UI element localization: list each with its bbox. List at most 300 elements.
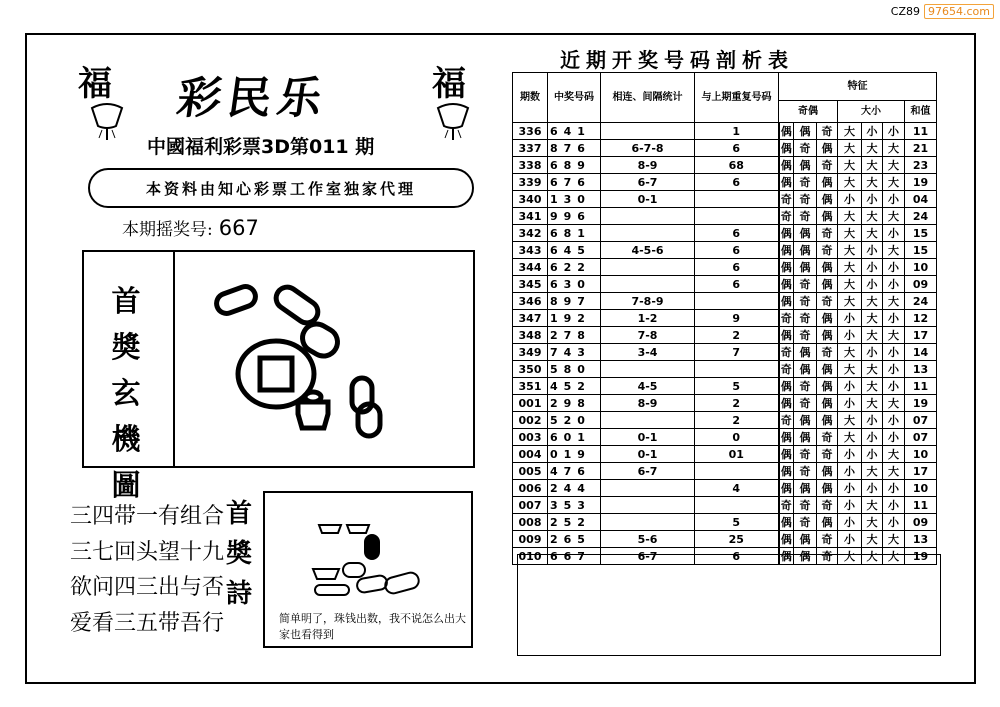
cell-parity: 奇 — [794, 310, 817, 327]
table-row — [513, 276, 937, 293]
cell-sum: 13 — [905, 531, 937, 548]
cell-parity: 偶 — [794, 259, 817, 276]
cell-size: 小 — [838, 310, 862, 327]
cell-numbers: 630 — [548, 276, 601, 293]
table-row — [513, 463, 937, 480]
cell-parity: 奇 — [817, 548, 838, 565]
table-row — [513, 497, 937, 514]
cell-sum: 24 — [905, 208, 937, 225]
bowl-knob — [305, 392, 321, 402]
cell-parity: 偶 — [794, 429, 817, 446]
cell-parity: 奇 — [794, 191, 817, 208]
cell-parity: 奇 — [817, 293, 838, 310]
draw-number-line — [122, 215, 259, 240]
cell-parity: 奇 — [817, 225, 838, 242]
cell-repeat: 4 — [695, 480, 779, 497]
poem-title — [222, 494, 256, 614]
cell-parity: 偶 — [779, 395, 794, 412]
cell-repeat — [695, 191, 779, 208]
cell-size: 小 — [883, 361, 905, 378]
cell-size: 小 — [862, 344, 883, 361]
cell-repeat — [695, 463, 779, 480]
cell-repeat: 5 — [695, 514, 779, 531]
cell-size: 大 — [838, 361, 862, 378]
cell-period: 349 — [513, 344, 548, 361]
cell-numbers: 676 — [548, 174, 601, 191]
cell-consecutive: 3-4 — [601, 344, 695, 361]
coin-shape — [214, 284, 258, 316]
cell-parity: 偶 — [817, 276, 838, 293]
cell-sum: 12 — [905, 310, 937, 327]
poem-line: 三七回头望十九 — [70, 538, 225, 564]
cell-size: 小 — [838, 327, 862, 344]
cell-period: 336 — [513, 123, 548, 140]
cell-parity: 偶 — [779, 293, 794, 310]
cell-size: 小 — [862, 242, 883, 259]
cell-size: 小 — [838, 514, 862, 531]
cell-parity: 奇 — [779, 344, 794, 361]
cell-period: 005 — [513, 463, 548, 480]
cell-parity: 奇 — [794, 395, 817, 412]
poem-title-char: 詩 — [225, 579, 252, 609]
cell-period: 341 — [513, 208, 548, 225]
cell-sum: 17 — [905, 463, 937, 480]
cell-parity: 偶 — [817, 140, 838, 157]
cell-consecutive: 7-8-9 — [601, 293, 695, 310]
cell-numbers: 689 — [548, 157, 601, 174]
cell-size: 大 — [838, 293, 862, 310]
cell-numbers: 265 — [548, 531, 601, 548]
cell-repeat: 6 — [695, 242, 779, 259]
cell-repeat: 01 — [695, 446, 779, 463]
cell-numbers: 520 — [548, 412, 601, 429]
cell-repeat: 68 — [695, 157, 779, 174]
cell-parity: 偶 — [817, 412, 838, 429]
puzzle-label-char: 玄 — [111, 376, 141, 410]
cell-sum: 23 — [905, 157, 937, 174]
table-row — [513, 514, 937, 531]
cell-repeat: 0 — [695, 429, 779, 446]
cell-parity: 奇 — [817, 497, 838, 514]
cell-parity: 偶 — [779, 548, 794, 565]
cell-size: 小 — [883, 514, 905, 531]
cell-parity: 偶 — [779, 480, 794, 497]
cell-sum: 17 — [905, 327, 937, 344]
cell-parity: 偶 — [779, 463, 794, 480]
cell-parity: 奇 — [794, 293, 817, 310]
cell-sum: 19 — [905, 395, 937, 412]
table-row — [513, 446, 937, 463]
cell-size: 大 — [838, 548, 862, 565]
cell-size: 小 — [883, 259, 905, 276]
cell-parity: 奇 — [817, 157, 838, 174]
cell-repeat — [695, 497, 779, 514]
cell-parity: 偶 — [779, 174, 794, 191]
cell-period: 340 — [513, 191, 548, 208]
cell-size: 大 — [862, 548, 883, 565]
cell-parity: 奇 — [794, 208, 817, 225]
cell-size: 小 — [862, 276, 883, 293]
cell-numbers: 130 — [548, 191, 601, 208]
table-row — [513, 310, 937, 327]
ingot-shape — [347, 525, 369, 533]
puzzle-label-char: 首 — [111, 284, 141, 318]
table-row — [513, 225, 937, 242]
watermark-site[interactable]: 97654.com — [924, 4, 994, 19]
poem-line: 欲问四三出与否 — [70, 574, 225, 599]
cell-size: 小 — [838, 480, 862, 497]
cell-numbers: 622 — [548, 259, 601, 276]
cell-size: 小 — [883, 310, 905, 327]
cell-size: 小 — [838, 446, 862, 463]
cell-size: 大 — [862, 361, 883, 378]
cell-repeat: 6 — [695, 174, 779, 191]
cell-consecutive: 8-9 — [601, 395, 695, 412]
cell-size: 大 — [862, 395, 883, 412]
cell-numbers: 743 — [548, 344, 601, 361]
cell-size: 小 — [862, 259, 883, 276]
cell-size: 大 — [838, 123, 862, 140]
cell-size: 小 — [883, 378, 905, 395]
cell-sum: 10 — [905, 446, 937, 463]
cell-parity: 偶 — [817, 208, 838, 225]
cell-parity: 奇 — [817, 242, 838, 259]
table-row — [513, 208, 937, 225]
cell-consecutive: 1-2 — [601, 310, 695, 327]
hint-drawing — [305, 513, 435, 608]
cell-period: 347 — [513, 310, 548, 327]
cell-consecutive — [601, 123, 695, 140]
cell-size: 大 — [883, 140, 905, 157]
cell-size: 小 — [883, 123, 905, 140]
cell-parity: 偶 — [794, 480, 817, 497]
cell-size: 大 — [862, 497, 883, 514]
cell-period: 004 — [513, 446, 548, 463]
cell-repeat — [695, 208, 779, 225]
cell-parity: 奇 — [794, 446, 817, 463]
table-row — [513, 429, 937, 446]
coin-shape — [365, 535, 379, 559]
results-table — [512, 72, 937, 565]
cell-sum: 04 — [905, 191, 937, 208]
cell-parity: 偶 — [817, 480, 838, 497]
cell-repeat: 6 — [695, 140, 779, 157]
cell-sum: 14 — [905, 344, 937, 361]
cell-size: 小 — [862, 480, 883, 497]
cell-size: 小 — [883, 225, 905, 242]
cell-parity: 奇 — [779, 191, 794, 208]
cell-repeat: 2 — [695, 395, 779, 412]
cell-consecutive: 6-7-8 — [601, 140, 695, 157]
watermark — [891, 4, 994, 19]
results-rows — [513, 123, 937, 565]
cell-sum: 07 — [905, 429, 937, 446]
fu-right-character: 福 — [432, 64, 466, 104]
cell-parity: 奇 — [779, 497, 794, 514]
puzzle-drawing — [174, 252, 472, 466]
cell-period: 010 — [513, 548, 548, 565]
table-row — [513, 361, 937, 378]
cell-numbers: 876 — [548, 140, 601, 157]
cell-period: 002 — [513, 412, 548, 429]
agent-banner — [88, 168, 474, 208]
cell-period: 338 — [513, 157, 548, 174]
cell-parity: 偶 — [817, 327, 838, 344]
cell-size: 大 — [838, 259, 862, 276]
cell-size: 大 — [883, 174, 905, 191]
cell-size: 大 — [883, 208, 905, 225]
cell-period: 337 — [513, 140, 548, 157]
cell-size: 小 — [838, 531, 862, 548]
table-row — [513, 327, 937, 344]
cell-numbers: 641 — [548, 123, 601, 140]
cell-period: 339 — [513, 174, 548, 191]
cell-sum: 15 — [905, 242, 937, 259]
cell-parity: 偶 — [817, 463, 838, 480]
cell-parity: 奇 — [794, 514, 817, 531]
cell-numbers: 252 — [548, 514, 601, 531]
cell-size: 大 — [862, 327, 883, 344]
cell-parity: 偶 — [817, 378, 838, 395]
coin-square — [260, 358, 292, 390]
cell-consecutive: 0-1 — [601, 429, 695, 446]
cell-consecutive — [601, 276, 695, 293]
cell-period: 351 — [513, 378, 548, 395]
cell-consecutive — [601, 412, 695, 429]
cell-size: 小 — [838, 497, 862, 514]
cell-period: 003 — [513, 429, 548, 446]
cell-parity: 偶 — [817, 514, 838, 531]
cell-period: 009 — [513, 531, 548, 548]
cell-consecutive — [601, 497, 695, 514]
cell-parity: 偶 — [779, 514, 794, 531]
cell-repeat: 6 — [695, 225, 779, 242]
cell-repeat: 5 — [695, 378, 779, 395]
cell-consecutive: 7-8 — [601, 327, 695, 344]
cell-parity: 偶 — [817, 395, 838, 412]
cell-consecutive: 4-5-6 — [601, 242, 695, 259]
cell-consecutive: 0-1 — [601, 191, 695, 208]
cell-parity: 偶 — [779, 242, 794, 259]
cell-consecutive: 6-7 — [601, 174, 695, 191]
coin-shape — [384, 571, 421, 595]
ingot-shape — [319, 525, 341, 533]
cell-consecutive — [601, 259, 695, 276]
lantern-left-icon — [82, 100, 132, 140]
cell-parity: 偶 — [794, 548, 817, 565]
cell-parity: 偶 — [779, 276, 794, 293]
poem-title-char: 奬 — [225, 539, 252, 569]
puzzle-label — [96, 278, 156, 508]
table-row — [513, 140, 937, 157]
cell-size: 大 — [838, 140, 862, 157]
table-row — [513, 191, 937, 208]
cell-size: 大 — [838, 174, 862, 191]
cell-numbers: 244 — [548, 480, 601, 497]
cell-sum: 19 — [905, 548, 937, 565]
cell-consecutive — [601, 208, 695, 225]
cell-size: 大 — [862, 208, 883, 225]
cell-sum: 07 — [905, 412, 937, 429]
cell-consecutive — [601, 480, 695, 497]
cell-size: 大 — [862, 463, 883, 480]
cell-size: 小 — [883, 497, 905, 514]
cell-consecutive: 6-7 — [601, 548, 695, 565]
cell-size: 小 — [862, 446, 883, 463]
cell-parity: 奇 — [794, 463, 817, 480]
cell-size: 大 — [838, 429, 862, 446]
cell-size: 大 — [883, 548, 905, 565]
cell-numbers: 298 — [548, 395, 601, 412]
coin-shape — [315, 585, 349, 595]
cell-consecutive: 4-5 — [601, 378, 695, 395]
header-size: 大小 — [838, 101, 905, 123]
cell-period: 350 — [513, 361, 548, 378]
table-row — [513, 378, 937, 395]
cell-consecutive — [601, 361, 695, 378]
cell-sum: 11 — [905, 497, 937, 514]
cell-size: 大 — [883, 242, 905, 259]
cell-parity: 偶 — [779, 446, 794, 463]
cell-parity: 奇 — [817, 429, 838, 446]
cell-size: 大 — [838, 276, 862, 293]
cell-parity: 偶 — [794, 531, 817, 548]
cell-numbers: 278 — [548, 327, 601, 344]
cell-parity: 奇 — [794, 497, 817, 514]
puzzle-label-char: 奬 — [111, 330, 141, 364]
cell-size: 小 — [838, 378, 862, 395]
table-row — [513, 123, 937, 140]
cell-period: 342 — [513, 225, 548, 242]
cell-size: 大 — [838, 242, 862, 259]
cell-repeat: 9 — [695, 310, 779, 327]
cell-parity: 奇 — [794, 378, 817, 395]
cell-repeat: 7 — [695, 344, 779, 361]
table-row — [513, 395, 937, 412]
bowl-shape — [298, 402, 328, 428]
coin-shape — [343, 563, 365, 577]
cell-parity: 偶 — [794, 242, 817, 259]
cell-sum: 21 — [905, 140, 937, 157]
cell-period: 006 — [513, 480, 548, 497]
poem-line: 爱看三五带吾行 — [70, 609, 225, 635]
cell-sum: 24 — [905, 293, 937, 310]
cell-parity: 奇 — [794, 174, 817, 191]
puzzle-label-char: 圖 — [111, 468, 141, 502]
poem-title-char: 首 — [225, 499, 252, 529]
cell-size: 小 — [883, 344, 905, 361]
cell-numbers: 019 — [548, 446, 601, 463]
cell-sum: 10 — [905, 259, 937, 276]
cell-parity: 偶 — [794, 344, 817, 361]
cell-repeat — [695, 361, 779, 378]
header-repeat: 与上期重复号码 — [695, 73, 779, 123]
agent-banner-text: 本资料由知心彩票工作室独家代理 — [145, 179, 416, 198]
cell-parity: 奇 — [817, 531, 838, 548]
table-row — [513, 412, 937, 429]
cell-parity: 奇 — [817, 446, 838, 463]
cell-consecutive: 0-1 — [601, 446, 695, 463]
page-title: 彩民乐 — [173, 73, 331, 124]
cell-size: 大 — [862, 293, 883, 310]
cell-parity: 偶 — [794, 123, 817, 140]
hint-note: 简单明了，珠钱出数，我不说怎么出大家也看得到 — [279, 612, 466, 641]
cell-parity: 偶 — [817, 310, 838, 327]
table-row — [513, 531, 937, 548]
cell-size: 大 — [838, 344, 862, 361]
header-period: 期数 — [513, 73, 548, 123]
cell-parity: 偶 — [817, 191, 838, 208]
cell-sum: 09 — [905, 514, 937, 531]
cell-size: 小 — [883, 276, 905, 293]
cell-size: 大 — [838, 208, 862, 225]
cell-size: 小 — [883, 429, 905, 446]
ingot-shape — [313, 569, 339, 579]
watermark-code: CZ89 — [890, 5, 921, 18]
cell-period: 007 — [513, 497, 548, 514]
cell-size: 大 — [862, 531, 883, 548]
cell-size: 小 — [883, 480, 905, 497]
cell-period: 345 — [513, 276, 548, 293]
cell-repeat: 2 — [695, 327, 779, 344]
cell-parity: 偶 — [779, 123, 794, 140]
cell-size: 大 — [838, 412, 862, 429]
cell-parity: 偶 — [779, 259, 794, 276]
cell-size: 大 — [862, 310, 883, 327]
cell-consecutive: 8-9 — [601, 157, 695, 174]
cell-numbers: 681 — [548, 225, 601, 242]
table-title: 近期开奖号码剖析表 — [560, 48, 794, 72]
cell-period: 343 — [513, 242, 548, 259]
table-row — [513, 480, 937, 497]
cell-period: 001 — [513, 395, 548, 412]
cell-size: 小 — [862, 429, 883, 446]
cell-sum: 11 — [905, 378, 937, 395]
cell-period: 348 — [513, 327, 548, 344]
poem-block — [70, 498, 224, 640]
cell-parity: 奇 — [794, 140, 817, 157]
cell-repeat: 6 — [695, 259, 779, 276]
cell-numbers: 645 — [548, 242, 601, 259]
cell-size: 大 — [883, 157, 905, 174]
cell-size: 小 — [862, 123, 883, 140]
cell-repeat: 1 — [695, 123, 779, 140]
cell-numbers: 192 — [548, 310, 601, 327]
cell-numbers: 476 — [548, 463, 601, 480]
cell-size: 大 — [838, 157, 862, 174]
cell-parity: 奇 — [794, 276, 817, 293]
header-feature: 特征 — [779, 73, 937, 101]
cell-parity: 奇 — [817, 123, 838, 140]
cell-sum: 10 — [905, 480, 937, 497]
header-numbers: 中奖号码 — [548, 73, 601, 123]
cell-numbers: 353 — [548, 497, 601, 514]
lantern-right-icon — [428, 100, 478, 140]
cell-size: 大 — [883, 463, 905, 480]
cell-sum: 09 — [905, 276, 937, 293]
cell-size: 小 — [838, 191, 862, 208]
draw-label: 本期摇奖号: — [122, 220, 213, 240]
puzzle-label-char: 機 — [111, 422, 141, 456]
cell-parity: 偶 — [794, 225, 817, 242]
cell-consecutive — [601, 225, 695, 242]
cell-size: 大 — [862, 378, 883, 395]
table-row — [513, 242, 937, 259]
cell-size: 大 — [862, 157, 883, 174]
cell-parity: 奇 — [779, 361, 794, 378]
hint-box — [263, 491, 473, 648]
cell-period: 346 — [513, 293, 548, 310]
